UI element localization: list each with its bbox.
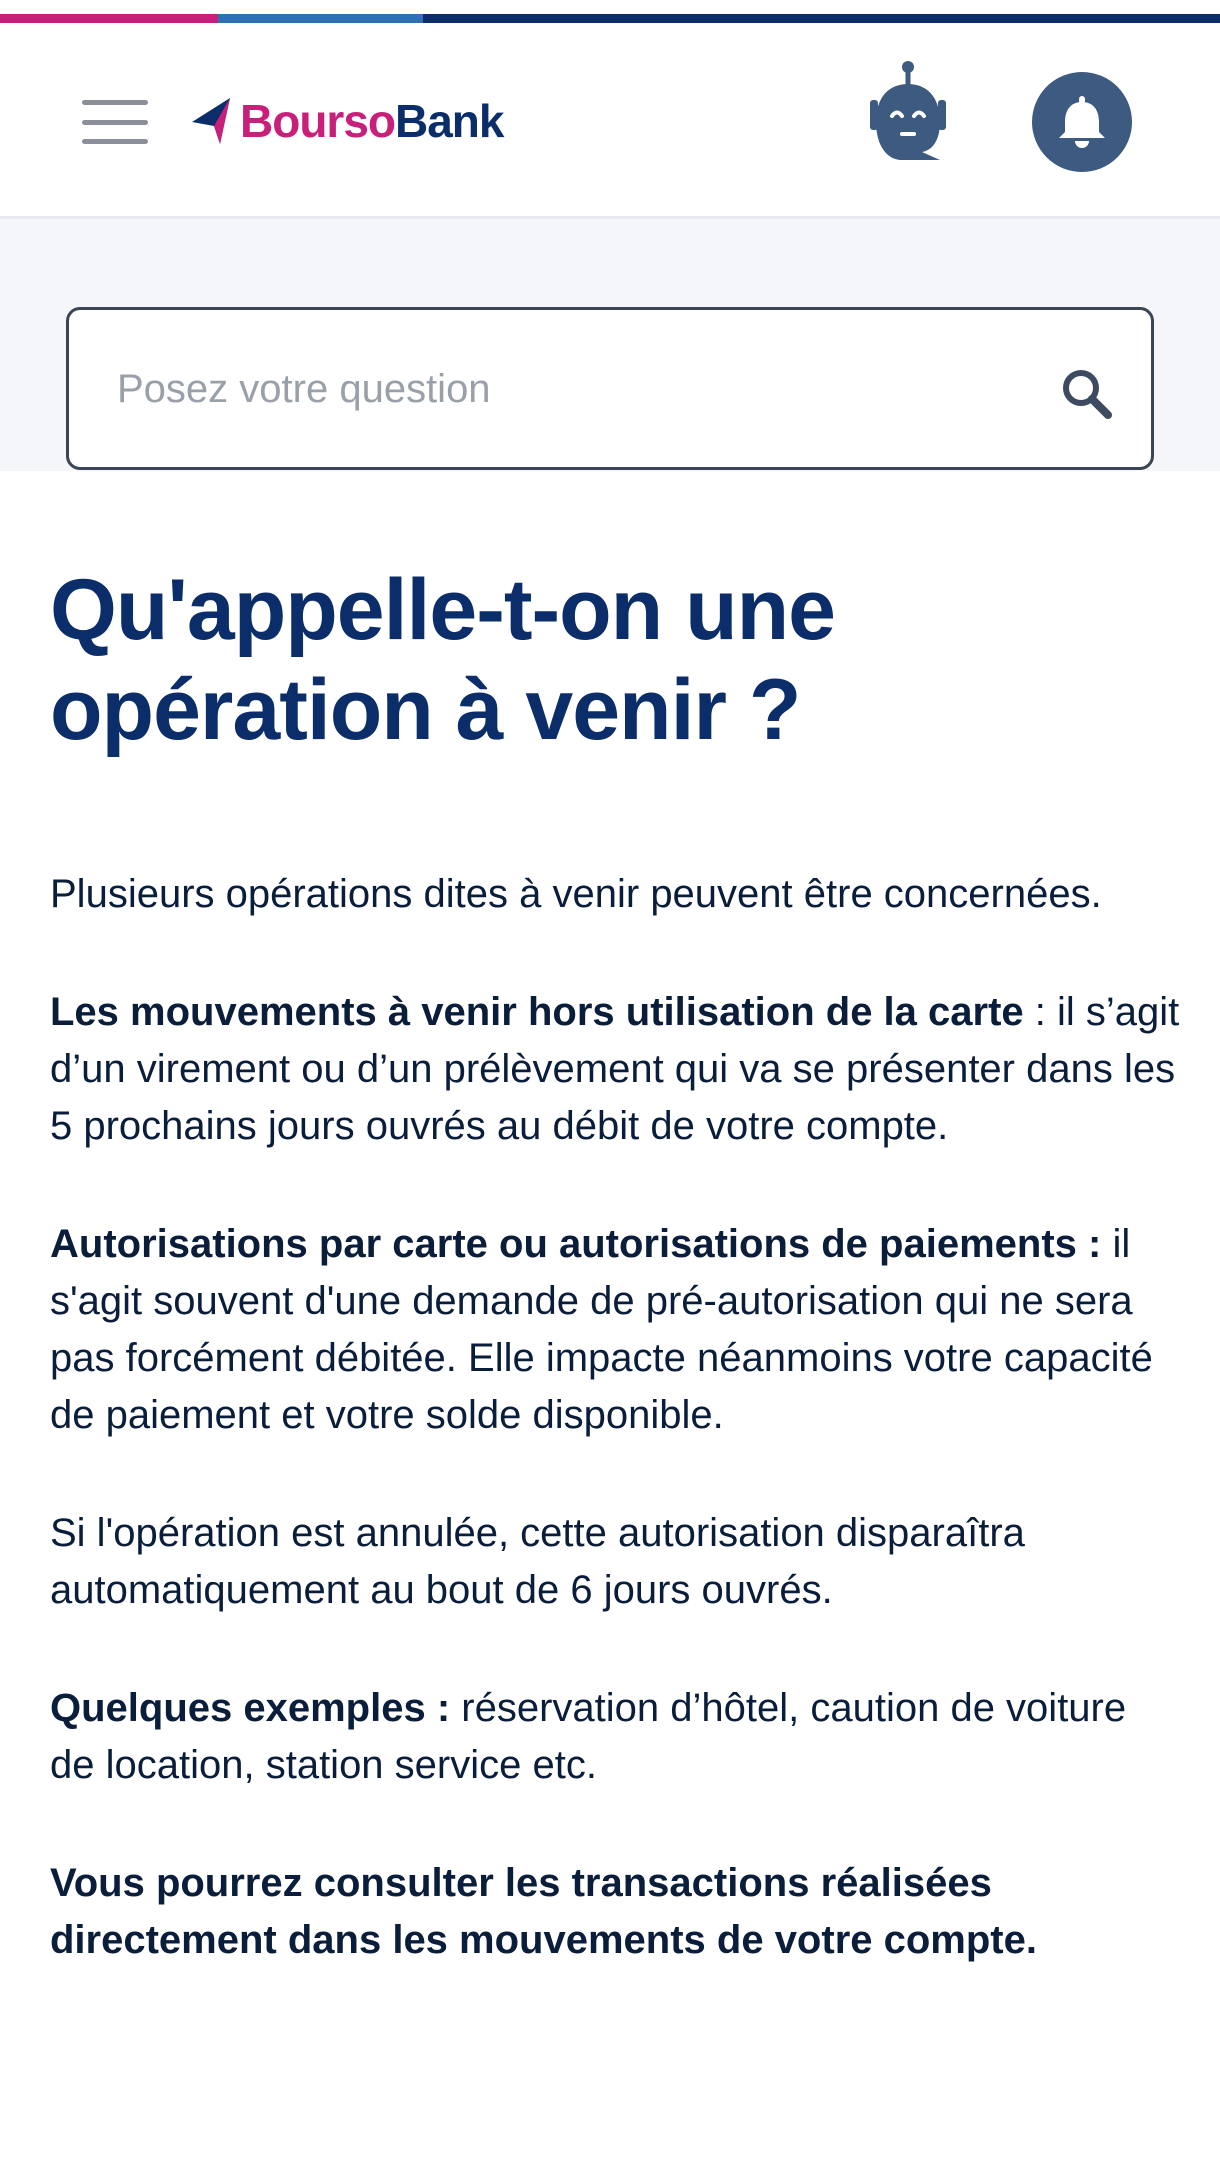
hamburger-menu-icon[interactable]: [82, 100, 148, 144]
paragraph-examples: Quelques exemples : réservation d’hôtel, caution de voiture de location, station service etc.: [50, 1686, 1127, 1787]
brand-bar-blue: [218, 14, 423, 23]
paragraph-intro: Plusieurs opérations dites à venir peuvent être concernées.: [50, 872, 1102, 916]
robot-assistant-icon[interactable]: [862, 60, 954, 164]
page-title: Qu'appelle-t-on une opération à venir ?: [50, 562, 835, 758]
boursobank-logo[interactable]: [190, 93, 503, 149]
bell-icon: [1056, 94, 1108, 150]
article-content: [50, 560, 1180, 1969]
app-header: [0, 23, 1220, 219]
robot-assistant-glyph: [862, 60, 954, 164]
logo-text: BoursoBank: [240, 95, 504, 147]
brand-bar-navy: [423, 14, 1220, 23]
logo-arrow-icon: [190, 96, 234, 146]
search-icon[interactable]: [1059, 366, 1115, 422]
search-box[interactable]: [66, 307, 1154, 470]
search-input[interactable]: [115, 350, 1019, 428]
paragraph-cancellation: Si l'opération est annulée, cette autorisation disparaîtra automatiquement au bout de 6 jours ouvrés.: [50, 1511, 1025, 1612]
paragraph-authorisations: Autorisations par carte ou autorisations de paiements : il s'agit souvent d'une demande de pré-autorisation qui ne sera pas forcément débitée. Elle impacte néanmoins votre capacité de paiement et votre solde disponible.: [50, 1222, 1153, 1437]
notifications-button[interactable]: [1032, 72, 1132, 172]
paragraph-movements: Les mouvements à venir hors utilisation de la carte : il s’agit d’un virement ou d’un prélèvement qui va se présenter dans les 5 prochains jours ouvrés au débit de votre compte.: [50, 990, 1180, 1148]
brand-color-bar: [0, 14, 1220, 23]
paragraph-consult: Vous pourrez consulter les transactions réalisées directement dans les mouvements de votre compte.: [50, 1861, 1037, 1962]
brand-bar-pink: [0, 14, 218, 23]
